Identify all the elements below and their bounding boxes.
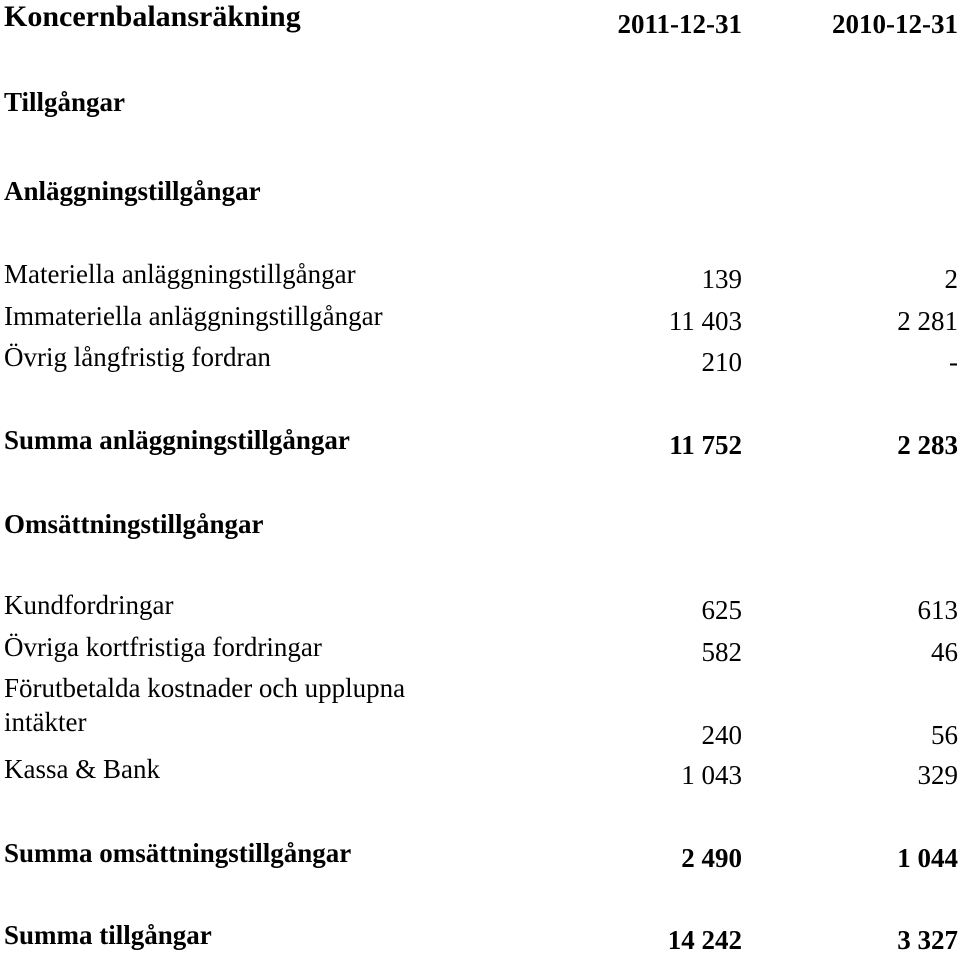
row-value-2011: 1 043 [681,760,742,790]
row-value-2010: 2 281 [897,306,958,336]
row-value-2010: 613 [917,595,958,625]
row-value-2010: 56 [931,720,958,750]
total-label: Summa omsättningstillgångar [4,838,352,868]
column-header-2010: 2010-12-31 [832,9,958,39]
row-label: Kassa & Bank [4,754,160,784]
row-value-2011: 11 403 [668,306,742,336]
total-value-2010: 2 283 [897,430,958,460]
total-value-2011: 11 752 [669,430,742,460]
row-label-continued: intäkter [4,707,87,737]
row-value-2010: 2 [944,264,958,294]
grand-total-value-2011: 14 242 [667,925,742,955]
row-value-2010: - [949,347,958,377]
subsection-heading-current-assets: Omsättningstillgångar [4,509,264,539]
row-value-2011: 139 [701,264,742,294]
row-label: Förutbetalda kostnader och upplupna [4,673,406,703]
row-label: Immateriella anläggningstillgångar [4,301,383,331]
column-header-2011: 2011-12-31 [617,9,742,39]
row-label: Övriga kortfristiga fordringar [4,632,322,662]
grand-total-value-2010: 3 327 [897,925,958,955]
row-value-2011: 582 [701,637,742,667]
row-label: Kundfordringar [4,590,174,620]
total-value-2010: 1 044 [897,843,958,873]
row-label: Materiella anläggningstillgångar [4,259,356,289]
total-label: Summa anläggningstillgångar [4,425,350,455]
row-value-2010: 46 [931,637,958,667]
row-label: Övrig långfristig fordran [4,342,271,372]
total-value-2011: 2 490 [681,843,742,873]
row-value-2011: 625 [701,595,742,625]
row-value-2010: 329 [917,760,958,790]
section-heading-assets: Tillgångar [4,87,126,117]
row-value-2011: 240 [701,720,742,750]
row-value-2011: 210 [701,347,742,377]
subsection-heading-fixed-assets: Anläggningstillgångar [4,176,261,206]
page-title: Koncernbalansräkning [4,0,301,33]
grand-total-label: Summa tillgångar [4,920,212,950]
